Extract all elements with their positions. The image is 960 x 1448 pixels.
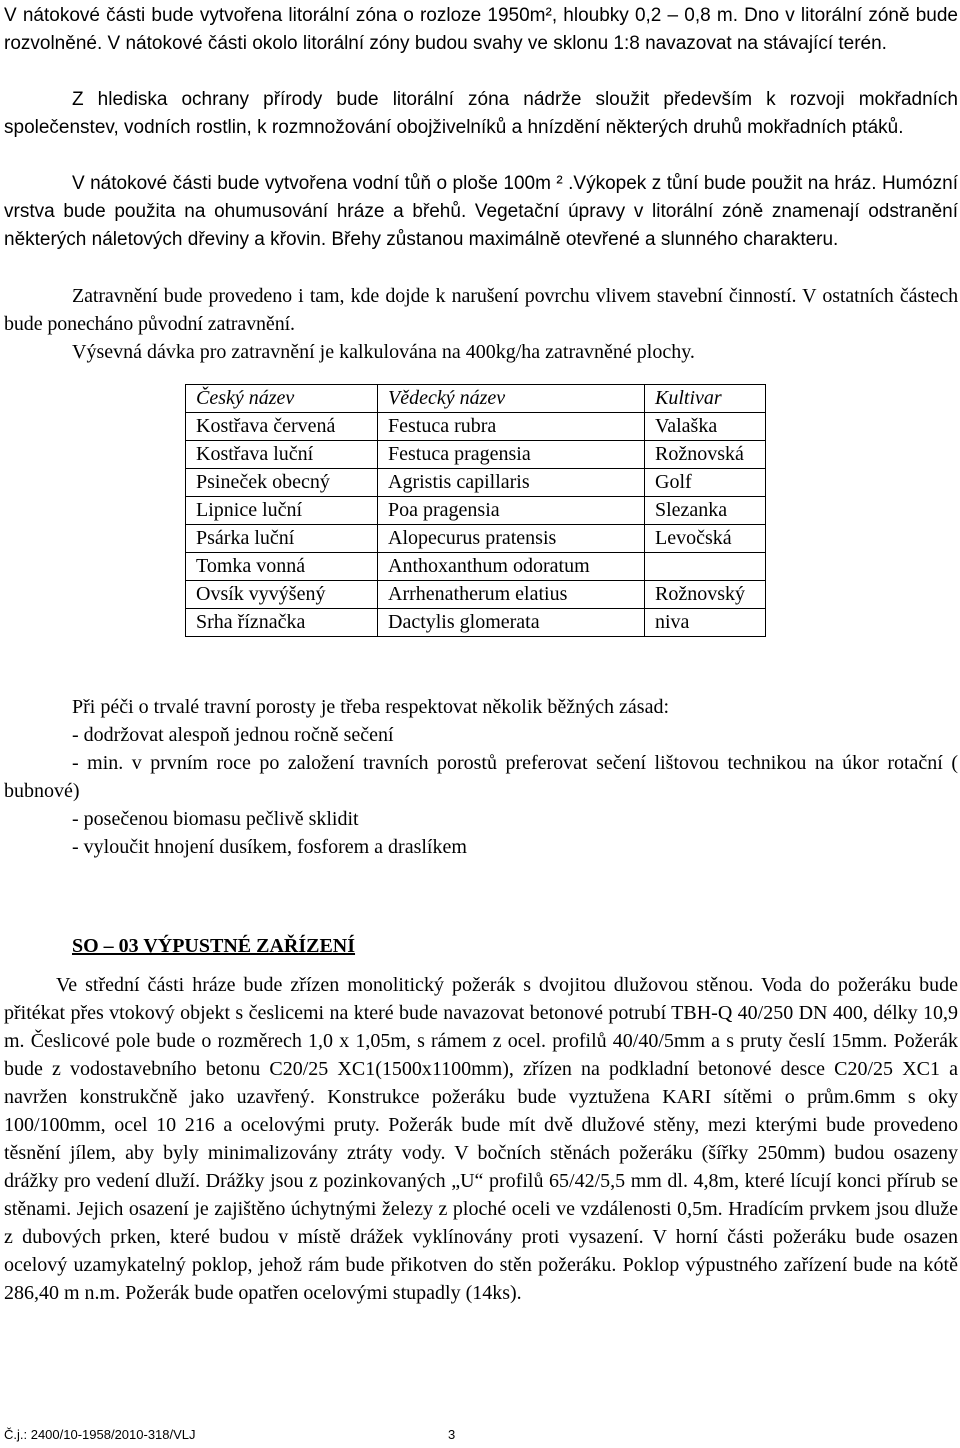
table-row: [186, 413, 766, 441]
table-cell: Rožnovský: [645, 581, 766, 609]
table-cell: Dactylis glomerata: [378, 609, 645, 637]
table-row: [186, 609, 766, 637]
table-cell: Valaška: [645, 413, 766, 441]
table-cell: Rožnovská: [645, 441, 766, 469]
page-number: 3: [448, 1427, 456, 1442]
table-cell: Arrhenatherum elatius: [378, 581, 645, 609]
paragraph-pool: V nátokové části bude vytvořena vodní tůň o ploše 100m ² .Výkopek z tůní bude použit na hráz. Humózní vrstva bude použita na ohumusování hráze a břehů. Vegetační úpravy v litorální zóně znamenají odstranění některých náletových dřeviny a křovin. Břehy zůstanou maximálně otevřené a slunného charakteru.: [4, 173, 958, 250]
table-cell: Srha říznačka: [186, 609, 378, 637]
table-cell: Psineček obecný: [186, 469, 378, 497]
table-cell: Lipnice luční: [186, 497, 378, 525]
table-cell: Festuca rubra: [378, 413, 645, 441]
paragraph-littoral-zone: V nátokové části bude vytvořena litorální zóna o rozloze 1950m², hloubky 0,2 – 0,8 m. Dno v litorální zóně bude rozvolněné. V nátokové části okolo litorální zóny budou svahy ve sklonu 1:8 navazovat na stávající terén.: [4, 5, 958, 54]
table-cell: Agristis capillaris: [378, 469, 645, 497]
table-cell: Alopecurus pratensis: [378, 525, 645, 553]
table-row: [186, 497, 766, 525]
table-cell: niva: [645, 609, 766, 637]
table-cell: Kostřava červená: [186, 413, 378, 441]
care-item: - dodržovat alespoň jednou ročně sečení: [72, 724, 394, 746]
section-body: Ve střední části hráze bude zřízen monolitický požerák s dvojitou dlužovou stěnou. Voda do požeráku bude přitékat přes vtokový objekt s česlicemi na které bude navazovat betonové potrubí TBH-Q 40/250 DN 400, délky 10,9 m. Česlicové pole bude o rozměrech 1,0 x 1,05m, s rámem z ocel. profilů 40/40/5mm a s pruty česlí 15mm. Požerák bude z vodostavebního betonu C20/25 XC1(1500x1100mm), zřízen na podkladní betonové desce C20/25 XC1 a navržen konstrukčně jako uzavřený. Konstrukce požeráku bude vyztužena KARI sítěmi o prům.6mm s oky 100/100mm, ocel 10 216 a ocelovými pruty. Požerák bude mít dvě dlužové stěny, mezi kterými bude provedeno těsnění jílem, aby byly minimalizovány ztráty vody. V bočních stěnách požeráku (šířky 250mm) budou osazeny drážky pro vedení dluží. Drážky jsou z pozinkovaných „U“ profilů 65/42/5,5 mm dl. 4,8m, které lícují konci přírub se stěnami. Jejich osazení je zajištěno úchytnými železy z ploché oceli ve vzdálenosti 0,5m. Hradícím prvkem jsou dluže z dubových prken, které budou v místě drážek vyklínovány proti vysazení. V horní části požeráku bude osazen ocelový uzamykatelný poklop, jehož rám bude přikotven do stěn požeráku. Poklop výpustného zařízení bude na kótě 286,40 m n.m. Požerák bude opatřen ocelovými stupadly (14ks).: [4, 974, 958, 1304]
species-table: [185, 384, 766, 637]
table-cell: Golf: [645, 469, 766, 497]
table-cell: Tomka vonná: [186, 553, 378, 581]
table-cell: Slezanka: [645, 497, 766, 525]
column-header: Český název: [186, 385, 378, 413]
paragraph-seed-rate: Výsevná dávka pro zatravnění je kalkulována na 400kg/ha zatravněné plochy.: [72, 341, 695, 363]
table-cell: Ovsík vyvýšený: [186, 581, 378, 609]
table-cell: Psárka luční: [186, 525, 378, 553]
table-cell: Anthoxanthum odoratum: [378, 553, 645, 581]
table-row: [186, 553, 766, 581]
paragraph-nature-protection: Z hlediska ochrany přírody bude litorální zóna nádrže sloužit především k rozvoji mokřadních společenstev, vodních rostlin, k rozmnožování obojživelníků a hnízdění některých druhů mokřadních ptáků.: [4, 89, 958, 138]
paragraph-grassing: Zatravnění bude provedeno i tam, kde dojde k narušení povrchu vlivem stavební činností. V ostatních částech bude ponecháno původní zatravnění.: [4, 285, 958, 335]
table-row: [186, 581, 766, 609]
table-header-row: [186, 385, 766, 413]
care-intro: Při péči o trvalé travní porosty je třeba respektovat několik běžných zásad:: [72, 696, 670, 718]
table-cell: Festuca pragensia: [378, 441, 645, 469]
table-row: [186, 525, 766, 553]
table-row: [186, 469, 766, 497]
table-row: [186, 441, 766, 469]
table-cell: [645, 553, 766, 581]
care-item: - min. v prvním roce po založení travních porostů preferovat sečení lištovou technikou na úkor rotační ( bubnové): [4, 752, 958, 802]
section-heading: SO – 03 VÝPUSTNÉ ZAŘÍZENÍ: [72, 935, 356, 957]
table-cell: Kostřava luční: [186, 441, 378, 469]
table-cell: Levočská: [645, 525, 766, 553]
document-reference: Č.j.: 2400/10-1958/2010-318/VLJ: [4, 1427, 196, 1442]
care-item: - vyloučit hnojení dusíkem, fosforem a draslíkem: [72, 836, 467, 858]
column-header: Vědecký název: [378, 385, 645, 413]
care-item: - posečenou biomasu pečlivě sklidit: [72, 808, 359, 830]
column-header: Kultivar: [645, 385, 766, 413]
table-cell: Poa pragensia: [378, 497, 645, 525]
